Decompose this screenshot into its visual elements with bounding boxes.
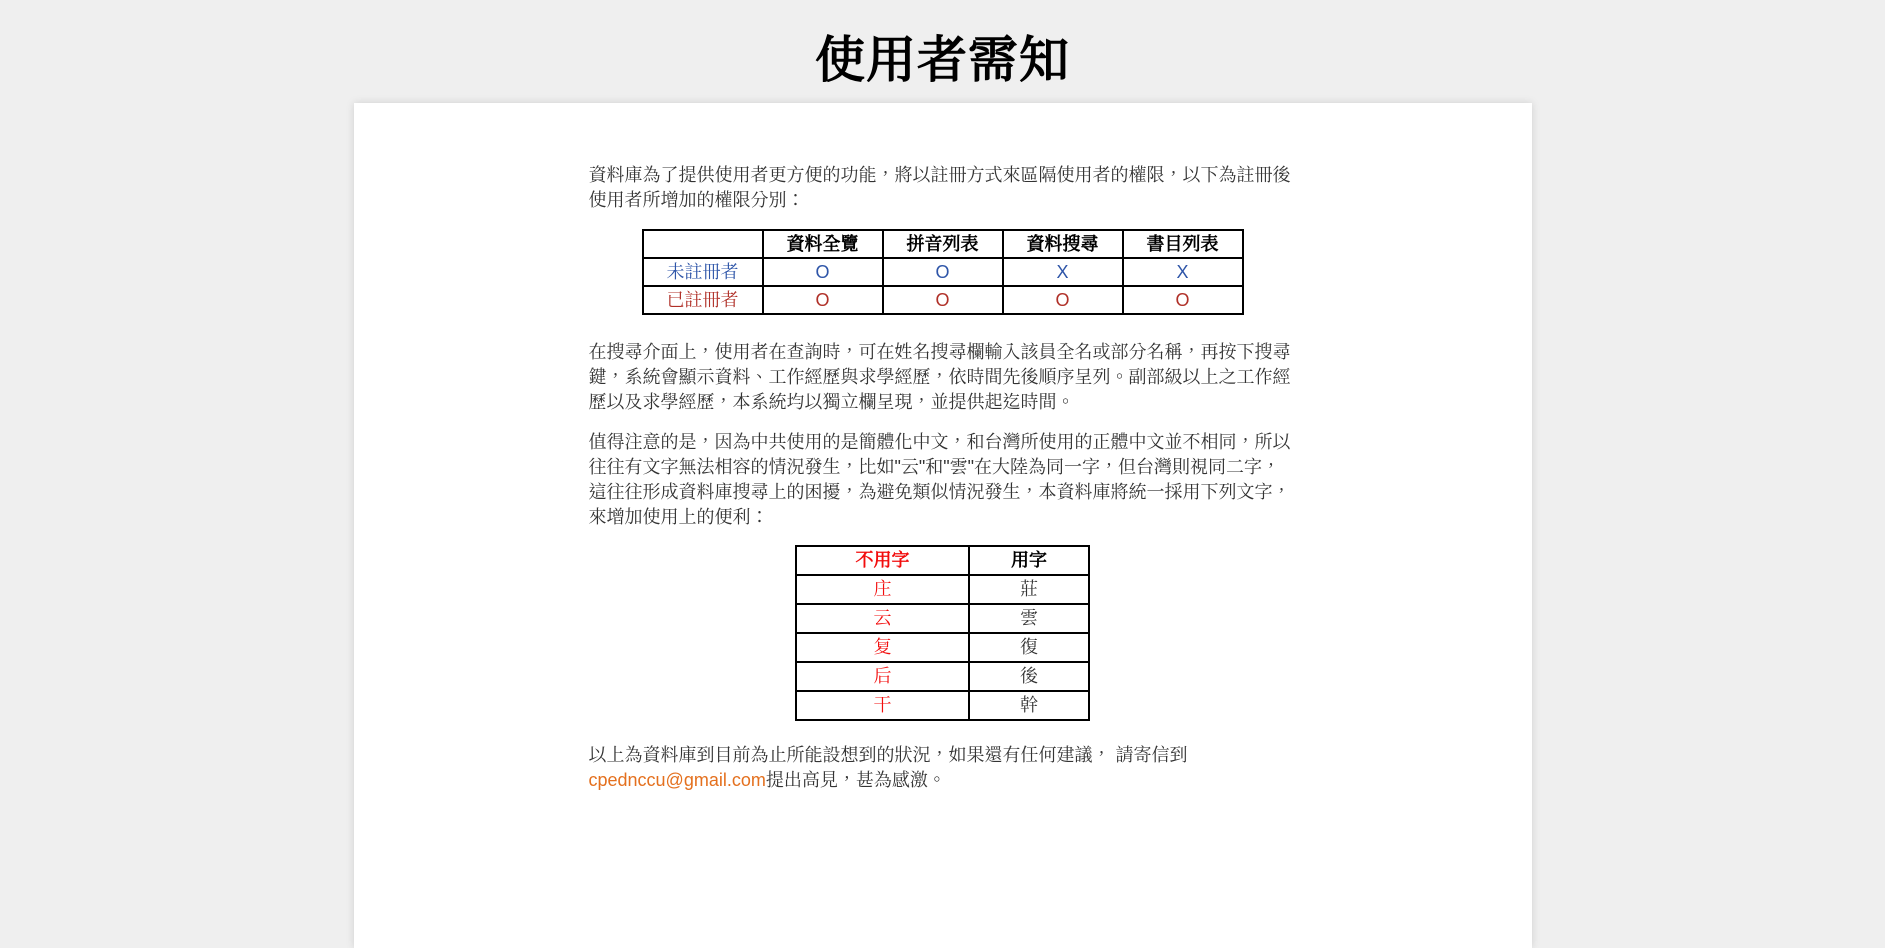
table-row xyxy=(796,691,1089,720)
use-char-cell: 莊 xyxy=(969,575,1089,604)
search-info-paragraph: 在搜尋介面上，使用者在查詢時，可在姓名搜尋欄輸入該員全名或部分名稱，再按下搜尋鍵，系統會顯示資料、工作經歷與求學經歷，依時間先後順序呈列。副部級以上之工作經歷以及求學經歷，本系統均以獨立欄呈現，並提供起迄時間。 xyxy=(588,342,1291,412)
use-char-cell: 幹 xyxy=(969,691,1089,720)
permissions-header-row xyxy=(643,230,1243,258)
content-area xyxy=(589,163,1297,793)
permissions-table xyxy=(642,229,1244,315)
avoid-char-cell: 云 xyxy=(796,604,969,633)
avoid-char-cell: 复 xyxy=(796,633,969,662)
permission-cell: O xyxy=(763,258,883,286)
content-card xyxy=(354,103,1532,948)
permissions-header-data-search: 資料搜尋 xyxy=(1003,230,1123,258)
email-link[interactable]: cpednccu@gmail.com xyxy=(588,770,766,790)
avoid-char-cell: 后 xyxy=(796,662,969,691)
table-row-unregistered xyxy=(643,258,1243,286)
avoid-char-cell: 庄 xyxy=(796,575,969,604)
closing-text-after: 提出高見，甚為感激。 xyxy=(765,770,946,790)
permission-cell: X xyxy=(1003,258,1123,286)
avoid-char-cell: 干 xyxy=(796,691,969,720)
intro-paragraph: 資料庫為了提供使用者更方便的功能，將以註冊方式來區隔使用者的權限，以下為註冊後使用者所增加的權限分別： xyxy=(588,165,1291,210)
table-row xyxy=(796,662,1089,691)
use-char-cell: 雲 xyxy=(969,604,1089,633)
use-char-cell: 復 xyxy=(969,633,1089,662)
charset-header-use: 用字 xyxy=(969,546,1089,575)
page-title: 使用者需知 xyxy=(815,32,1070,88)
permissions-header-bibliography-list: 書目列表 xyxy=(1123,230,1243,258)
permission-cell: X xyxy=(1123,258,1243,286)
table-row xyxy=(796,604,1089,633)
permission-cell: O xyxy=(883,286,1003,314)
charset-header-avoid: 不用字 xyxy=(796,546,969,575)
charset-header-row xyxy=(796,546,1089,575)
row-label-registered: 已註冊者 xyxy=(643,286,763,314)
closing-paragraph xyxy=(589,743,1297,793)
permission-cell: O xyxy=(883,258,1003,286)
table-row xyxy=(796,633,1089,662)
use-char-cell: 後 xyxy=(969,662,1089,691)
table-row-registered xyxy=(643,286,1243,314)
row-label-unregistered: 未註冊者 xyxy=(643,258,763,286)
permission-cell: O xyxy=(1003,286,1123,314)
charset-table xyxy=(795,545,1090,721)
permissions-header-pinyin-list: 拼音列表 xyxy=(883,230,1003,258)
charset-info-paragraph: 值得注意的是，因為中共使用的是簡體化中文，和台灣所使用的正體中文並不相同，所以往往有文字無法相容的情況發生，比如"云"和"雲"在大陸為同一字，但台灣則視同二字，這往往形成資料庫搜尋上的困擾，為避免類似情況發生，本資料庫將統一採用下列文字，來增加使用上的便利： xyxy=(588,432,1291,527)
permission-cell: O xyxy=(1123,286,1243,314)
permissions-header-data-overview: 資料全覽 xyxy=(763,230,883,258)
table-row xyxy=(796,575,1089,604)
permissions-header-empty xyxy=(643,230,763,258)
closing-text-before: 以上為資料庫到目前為止所能設想到的狀況，如果還有任何建議， 請寄信到 xyxy=(588,745,1188,765)
permission-cell: O xyxy=(763,286,883,314)
